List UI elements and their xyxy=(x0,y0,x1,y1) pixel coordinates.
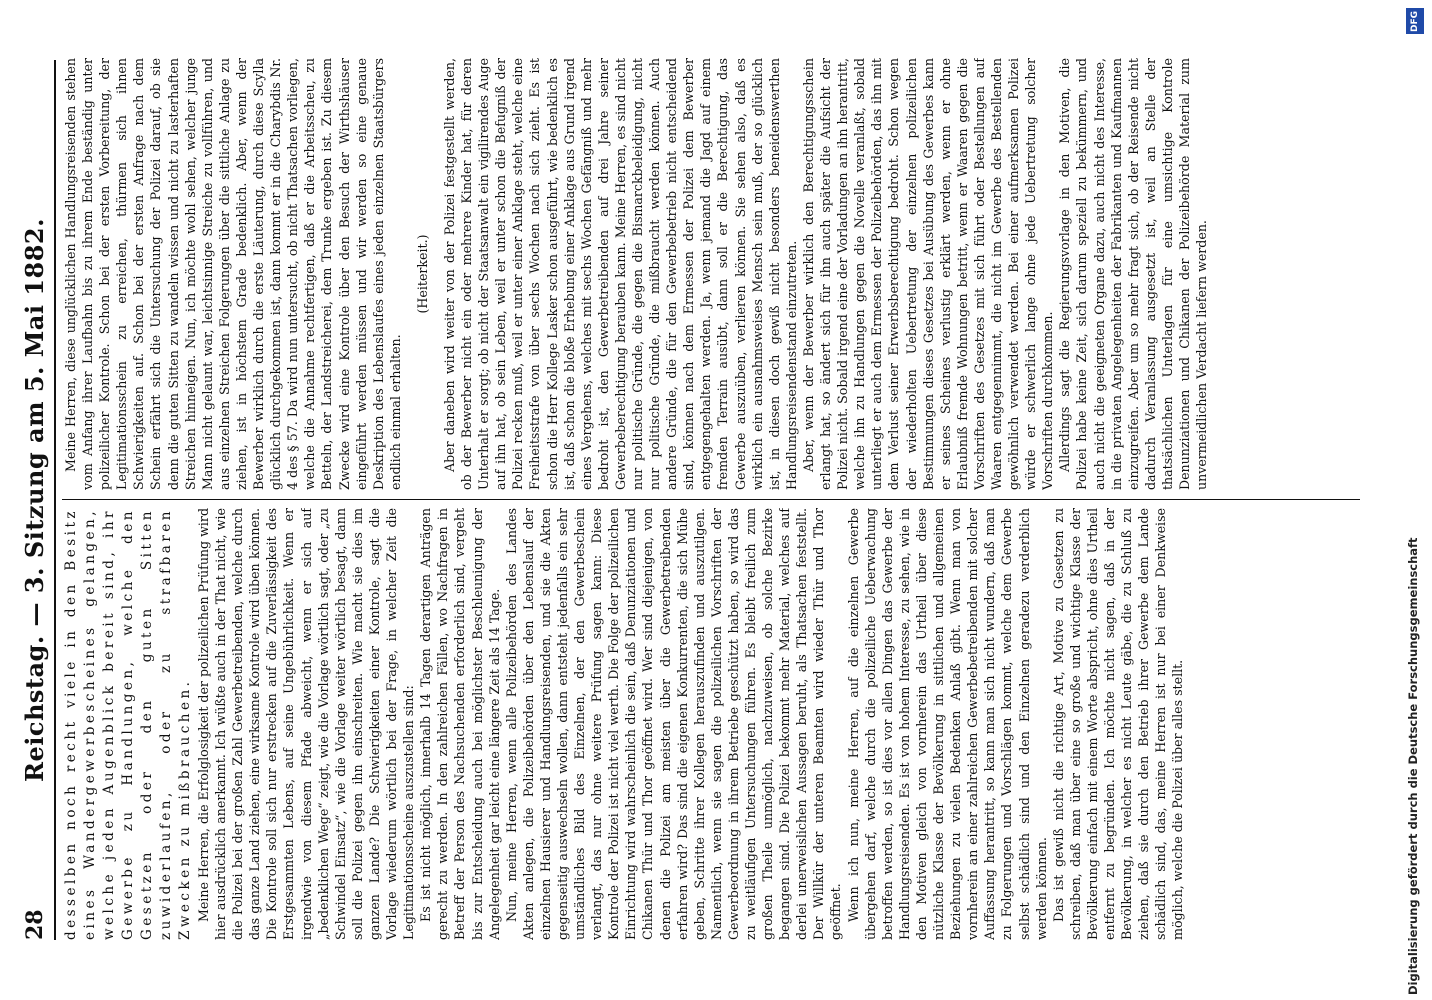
paragraph: Meine Herren, die Erfolglosigkeit der polizeilichen Prüfung wird hier ausdrücklich anerkannt. Ich wüßte auch in der That nicht, wie die Polizei bei der großen Zahl Gewerbetreibenden, welche durch das ganze Land ziehen, eine wirksame Kontrole wird üben können. Die Kontrole soll sich nur erstrecken auf die Zuverlässigkeit des Erstgesammten Lebens, auf seine Ungebührlichkeit. Wenn er irgendwie von diesem Pfade abweicht, wenn er sich auf „bedenklichen Wege“ zeigt, wie die Vorlage wörtlich sagt, oder „zu Schwindel Einsatz“, wie die Vorlage weiter wörtlich besagt, dann soll die Polizei gegen ihn einschreiten. Wie macht sie dies im ganzen Lande? Die Schwierigkeiten einer Kontrole, sagt die Vorlage wiederum wörtlich bei der Frage, in welcher Zeit die Legitimationsscheine auszustellen sind: xyxy=(196,508,417,940)
paragraph: desselben noch recht viele in den Besitz eines Wandergewerbescheines gelangen, welche jeden Augenblick bereit sind, ihr Gewerbe zu Handlungen, welche den Gesetzen oder den guten Sitten zuwiderlaufen, oder zu strafbaren Zwecken zu mißbrauchen. xyxy=(63,508,193,940)
column-divider xyxy=(62,499,1360,500)
paragraph: Es ist nicht möglich, innerhalb 14 Tagen derartigen Anträgen gerecht zu werden. In den zahlreichen Fällen, wo Nachfragen in Betreff der Person des Nachsuchenden erforderlich sind, vergeht bis zur Entscheidung auch bei möglichster Beschleunigung der Angelegenheit gar leicht eine längere Zeit als 14 Tage. xyxy=(418,508,502,940)
right-column xyxy=(62,58,1360,490)
paragraph: Allerdings sagt die Regierungsvorlage in den Motiven, die Polizei habe keine Zeit, sich darum speziell zu bekümmern, und auch nicht die geeigneten Organe dazu, auch nicht des Interesse, in die privaten Angelegenheiten der Fabrikanten und Kaufmannen einzugreifen. Aber um so mehr fragt sich, ob der Reisende nicht dadurch Veranlassung ausgesetzt ist, weil an Stelle der thatsächlichen Unterlagen für eine umsichtige Kontrole Denunziationen und Chikanen der Polizeibehörde Material zum unvermeidlichen Verdacht liefern werden. xyxy=(1057,58,1210,490)
dfg-logo-icon: DFG xyxy=(1406,8,1424,34)
paragraph: Das ist gewiß nicht die richtige Art, Motive zu Gesetzen zu schreiben, daß man über eine so große und wichtige Klasse der Bevölkerung einfach mit einem Worte abspricht, ohne dies Urtheil entfernt zu begründen. Ich möchte nicht sagen, daß in der Bevölkerung, in welcher es nicht Leute gäbe, die zu Schluß zu ziehen, daß sie durch den Betrieb ihrer Gewerbe dem Lande schädlich sind, das, meine Herren ist nur bei einer Denkweise möglich, welche die Polizei über alles stellt. xyxy=(1050,508,1186,940)
page-number: 28 xyxy=(22,909,48,940)
paragraph: Aber daneben wird weiter von der Polizei festgestellt werden, ob der Bewerber nicht ein oder mehrere Kinder hat, für deren Unterhalt er sorgt; ob nicht der Staatsanwalt ein vigilirendes Auge auf ihn hat, ob sein Leben, weil er unter schon die Befugniß der Polizei recken muß, weil er unter einer Anklage steht, welche eine Freiheitsstrafe von über sechs Wochen nach sich zieht. Es ist schon die Herr Kollege Lasker schon ausgeführt, wie bedenklich es ist, daß schon die bloße Erhebung einer Anklage aus Grund irgend eines Vergehens, welches mit sechs Wochen Gefängniß und mehr bedroht ist, den Gewerbetreibenden auf drei Jahre seiner Gewerbeberechtigung berauben kann. Meine Herren, es sind nicht nur politische Gründe, die gegen die Bismarckbeleidigung, nicht nur politische Gründe, die mißbraucht werden können. Auch andere Gründe, die für den Gewerbebetrieb nicht entscheidend sind, können nach dem Ermessen der Polizei dem Bewerber entgegengehalten werden. Ja, wenn jemand die Jagd auf einem fremden Terrain ausübt, dann soll er die Berechtigung, das Gewerbe auszuüben, verlieren können. Sie sehen also, daß es wirklich ein ausnahmsweises Mensch sein muß, der so glücklich ist, in diesen doch gewiß nicht besonders beneidenswerthen Handlungsreisendenstand einzutreten. xyxy=(441,58,799,490)
digitization-credit: Digitalisierung gefördert durch die Deutsche Forschungsgemeinschaft xyxy=(1406,537,1420,995)
page-header xyxy=(14,60,56,940)
digitization-banner xyxy=(1384,0,1432,1000)
paragraph: Meine Herren, diese unglücklichen Handlungsreisenden stehen vom Anfang ihrer Laufbahn bis zu ihrem Ende beständig unter polizeilicher Kontrole. Schon bei der ersten Vorbereitung, der Legitimationsschein zu erreichen, thürmen sich ihnen Schwierigkeiten auf. Schon bei der ersten Anfrage nach dem Schein erfährt sich die Untersuchung der Polizei darauf, ob sie denn die guten Sitten zu wandeln wissen und nicht zu lasterhaften Streichen hinneigen. Nun, ich möchte wohl sehen, welcher junge Mann nicht gelaunt war, leichtsinnige Streiche zu vollführen, und aus einzelnen Streichen Folgerungen über die sittliche Anlage zu ziehen, ist in höchstem Grade bedenklich. Aber, wenn der Bewerber wirklich durch die erste Läuterung, durch diese Scylla glücklich durchgekommen ist, dann kommt er in die Charybdis Nr. 4 des § 57. Da wird nun untersucht, ob nicht Thatsachen vorliegen, welche die Annahme rechtfertigen, daß er die Arbeitsscheu, zu Betteln, der Landstreicherei, dem Trunke ergeben ist. Zu diesem Zwecke wird eine Kontrole über den Besuch der Wirthshäuser eingeführt werden müssen und wir werden so eine genaue Deskription des Lebenslaufes eines jeden einzelnen Staatsbürgers endlich einmal erhalten. xyxy=(63,58,403,490)
paragraph: Wenn ich nun, meine Herren, auf die einzelnen Gewerbe übergehen darf, welche durch die polizeiliche Ueberwachung betroffen werden, so ist dies vor allen Dingen das Gewerbe der Handlungsreisenden. Es ist von hohem Interesse, zu sehen, wie in den Motiven gleich von vornherein das Urtheil über diese nützliche Klasse der Bevölkerung in sittlichen und allgemeinen Beziehungen zu vielen Bedenken Anlaß gibt. Wenn man von vornherein an einer zahlreichen Gewerbebetreibenden mit solcher Auffassung herantritt, so kann man sich nicht wundern, daß man zu Folgerungen und Vorschlägen kommt, welche dem Gewerbe selbst schädlich sind und den Einzelnen geradezu verderblich werden können. xyxy=(845,508,1049,940)
paragraph: Aber, wenn der Bewerber wirklich den Berechtigungsschein erlangt hat, so ändert sich für ihn auch später die Aufsicht der Polizei nicht. Sobald irgend eine der Vorladungen an ihn herantritt, welche ihn zu Handlungen gegen die Novelle veranlaßt, sobald unterliegt er auch dem Ermessen der Polizeibehörden, das ihn mit dem Verlust seiner Erwerbsberechtigung bedroht. Schon wegen der wiederholten Uebertretung der einzelnen polizeilichen Bestimmungen dieses Gesetzes bei Ausübung des Gewerbes kann er seines Scheines verlustig erklärt werden, wenn er ohne Erlaubniß fremde Wohnungen betritt, wenn er Waaren gegen die Vorschriften des Gesetzes mit sich führt oder Bestellungen auf Waaren entgegennimmt, die nicht im Gewerbe des Bestellenden gewöhnlich verwendet werden. Bei einer aufmerksamen Polizei würde er schwerlich lange ohne jede Uebertretung solcher Vorschriften durchkommen. xyxy=(800,58,1056,490)
running-head: Reichstag. — 3. Sitzung am 5. Mai 1882. xyxy=(20,218,49,782)
interjection: (Heiterkeit.) xyxy=(414,234,430,314)
left-column xyxy=(62,508,1360,940)
paragraph: Nun, meine Herren, wenn alle Polizeibehörden des Landes Akten anlegen, die Polizeibehörden über den Lebenslauf der einzelnen Hausierer und Handlungsreisenden, und sie die Akten gegenseitig auswechseln wollen, dann entsteht jedenfalls ein sehr umständliches Bild des Einzelnen, der den Gewerbeschein verlangt, das nur ohne weitere Prüfung sagen kann: Diese Kontrole der Polizei ist nicht viel werth. Die Folge der polizeilichen Einrichtung wird wahrscheinlich die sein, daß Denunziationen und Chikanen Thür und Thor geöffnet wird. Wer sind diejenigen, von denen die Polizei am meisten über die Gewerbetreibenden erfahren wird? Das sind die eigenen Konkurrenten, die sich Mühe geben, Schritte ihrer Kollegen herauszufinden und auszutilgen. Namentlich, wenn sie sagen die polizeilichen Vorschriften der Gewerbeordnung in ihrem Betriebe geschützt haben, so wird das zu weitläufigen Untersuchungen führen. Es bleibt freilich zum großen Theile unmöglich, nachzuweisen, ob solche Bezirke begangen sind. Die Polizei bekommt mehr Material, welches auf derlei unerweislichen Aussagen beruht, als Thatsachen feststellt. Der Willkür der unteren Beamten wird wieder Thür und Thor geöffnet. xyxy=(503,508,844,940)
